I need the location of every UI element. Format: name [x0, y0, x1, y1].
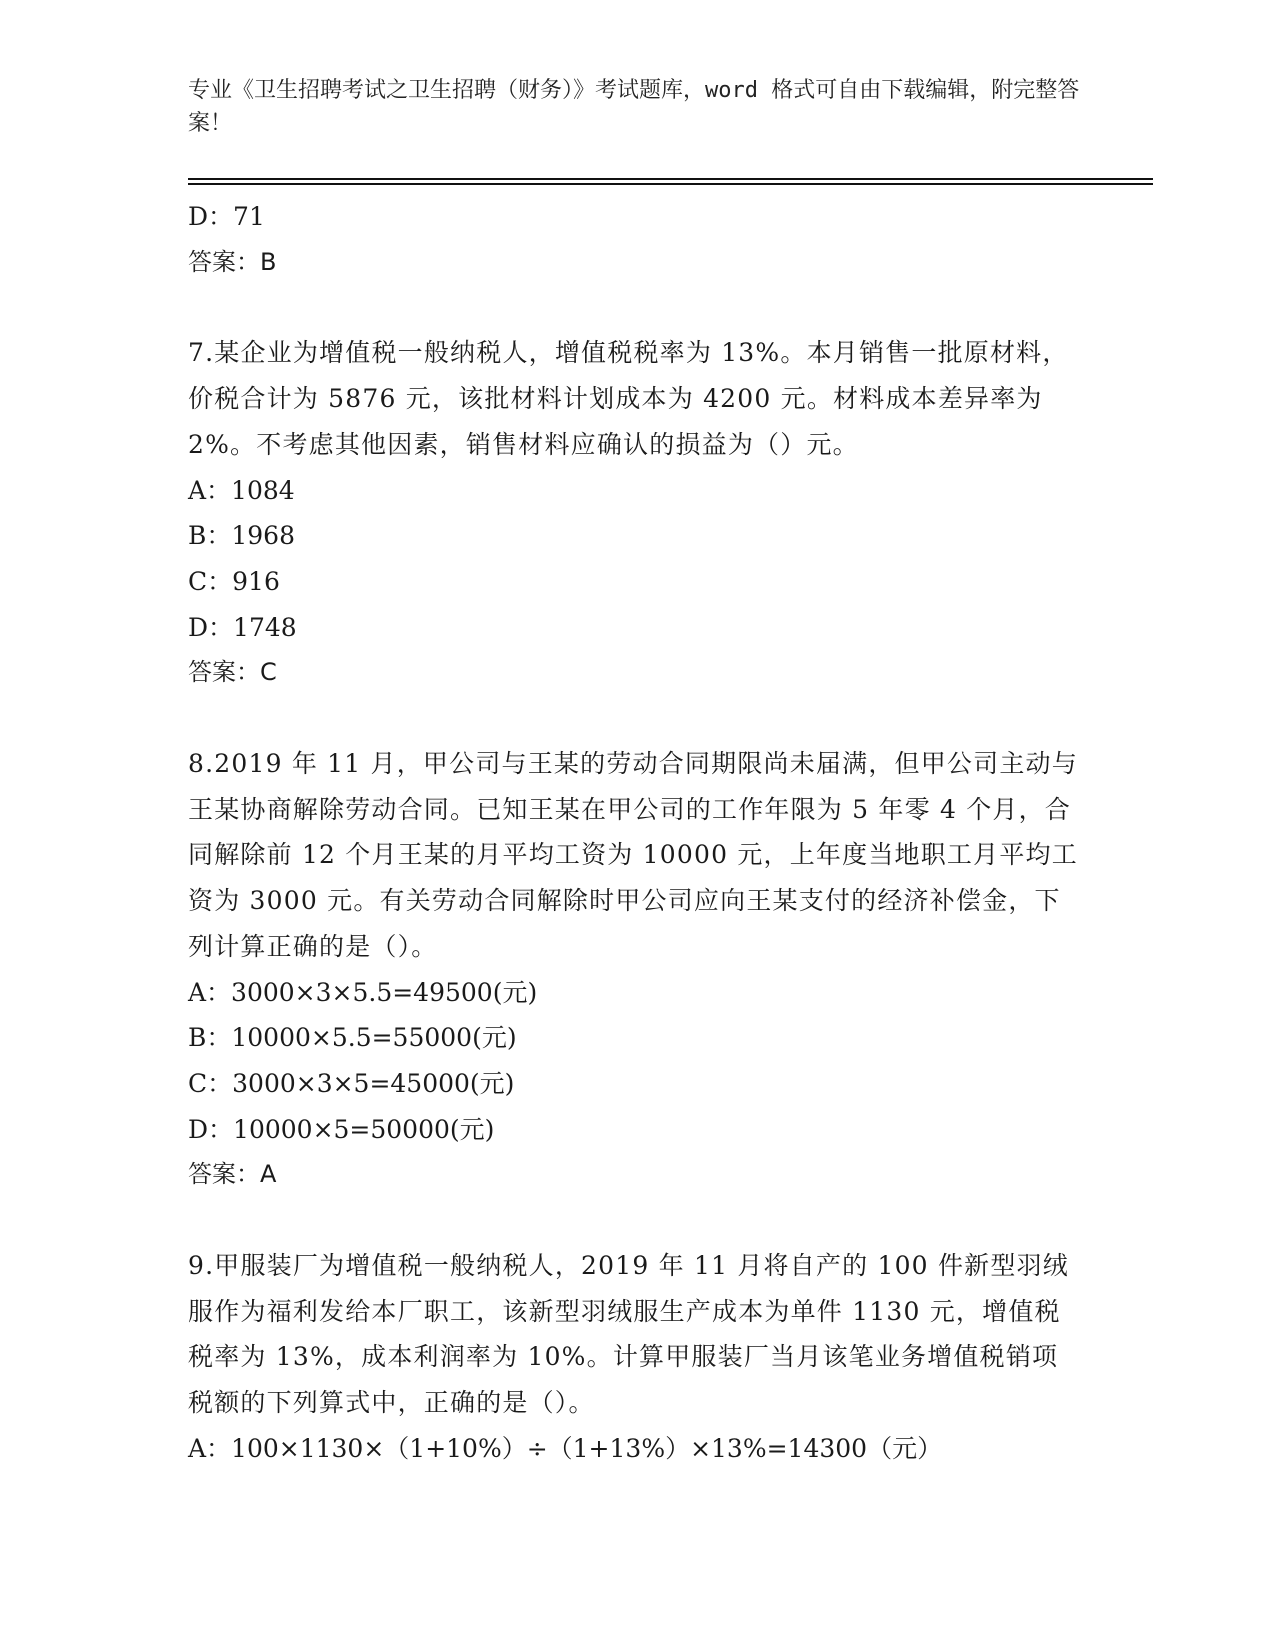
option-d: D：1748: [188, 612, 297, 642]
spacer: [188, 1198, 1083, 1243]
answer-line: 答案：B: [188, 247, 277, 276]
question-9: [188, 1243, 1083, 1472]
spacer: [188, 285, 1083, 330]
question-stem: 9.甲服装厂为增值税一般纳税人，2019 年 11 月将自产的 100 件新型羽绒服作为福利发给本厂职工，该新型羽绒服生产成本为单件 1130 元，增值税税率为 13%，成本利润率为 10%。计算甲服装厂当月该笔业务增值税销项税额的下列算式中，正确的是（）。: [188, 1251, 1069, 1418]
question-7: [188, 330, 1083, 696]
question-stem: 7.某企业为增值税一般纳税人，增值税税率为 13%。本月销售一批原材料，价税合计为 5876 元，该批材料计划成本为 4200 元。材料成本差异率为 2%。不考虑其他因素，销售材料应确认的损益为（）元。: [188, 338, 1069, 459]
answer-line: 答案：C: [188, 658, 277, 687]
header-title: 专业《卫生招聘考试之卫生招聘（财务）》考试题库，word 格式可自由下载编辑，附完整答案！: [188, 78, 1080, 136]
header-divider-bottom: [188, 183, 1153, 185]
spacer: [188, 696, 1083, 741]
option-d: D：10000×5=50000(元): [188, 1114, 495, 1144]
question-stem: 8.2019 年 11 月，甲公司与王某的劳动合同期限尚未届满，但甲公司主动与王某协商解除劳动合同。已知王某在甲公司的工作年限为 5 年零 4 个月，合同解除前 12 个月王某的月平均工资为 10000 元，上年度当地职工月平均工资为 3000 元。有关劳动合同解除时甲公司应向王某支付的经济补偿金，下列计算正确的是（）。: [188, 749, 1078, 961]
document-body: [188, 194, 1083, 1472]
option-c: C：916: [188, 566, 280, 596]
option-a: A：3000×3×5.5=49500(元): [188, 977, 538, 1007]
question-8: [188, 741, 1083, 1198]
answer-line: 答案：A: [188, 1160, 277, 1189]
option-a: A：100×1130×（1+10%）÷（1+13%）×13%=14300（元）: [188, 1433, 943, 1463]
option-b: B：10000×5.5=55000(元): [188, 1023, 517, 1053]
option-a: A：1084: [188, 475, 295, 505]
option-d: D：71: [188, 202, 265, 231]
option-c: C：3000×3×5=45000(元): [188, 1068, 515, 1098]
document-header: [188, 74, 1088, 140]
header-divider-top: [188, 178, 1153, 180]
option-b: B：1968: [188, 521, 295, 551]
